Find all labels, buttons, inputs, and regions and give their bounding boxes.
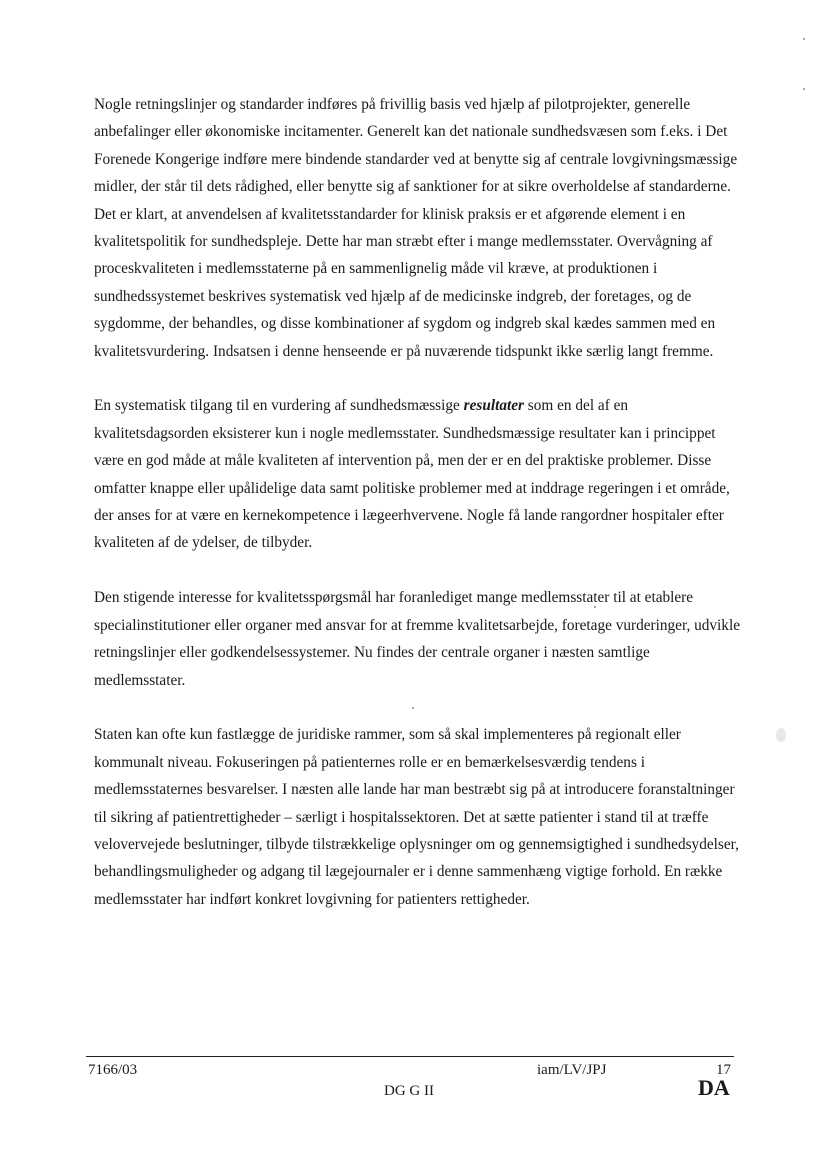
footer-initials: iam/LV/JPJ bbox=[537, 1062, 607, 1078]
footer-language-code: DA bbox=[698, 1075, 730, 1100]
footer-page-number: 17 bbox=[716, 1062, 731, 1078]
footer-reference: 7166/03 bbox=[88, 1062, 138, 1078]
paragraph-outcomes bbox=[94, 392, 744, 556]
paragraph-institutions: Den stigende interesse for kvalitetsspørgsmål har foranlediget mange medlemsstater til at etablere specialinstitutioner eller organer med ansvar for at fremme kvalitetsarbejde, foretage vurderinger, udvikle retningslinjer eller godkendelsessystemer. Nu findes der centrale organer i næsten samtlige medlemsstater. bbox=[94, 589, 740, 689]
body-text bbox=[94, 91, 744, 941]
scan-smudge bbox=[776, 728, 786, 742]
paragraph-outcomes-emphasis: resultater bbox=[463, 397, 524, 415]
scan-speck bbox=[412, 707, 414, 709]
paragraph-guidelines: Nogle retningslinjer og standarder indføres på frivillig basis ved hjælp af pilotprojekter, generelle anbefalinger eller økonomiske incitamenter. Generelt kan det nationale sundhedsvæsen som f.eks. i Det Forenede Kongerige indføre mere bindende standarder ved at benytte sig af centrale lovgivningsmæssige midler, der står til dets rådighed, eller benytte sig af sanktioner for at sikre overholdelse af standarderne. Det er klart, at anvendelsen af kvalitetsstandarder for klinisk praksis er et afgørende element i en kvalitetspolitik for sundhedspleje. Dette har man stræbt efter i mange medlemsstater. Overvågning af proceskvaliteten i medlemsstaterne på en sammenlignelig måde vil kræve, at produktionen i sundhedssystemet beskrives systematisk ved hjælp af de medicinske indgreb, der foretages, og de sygdomme, der behandles, og disse kombinationer af sygdom og indgreb skal kædes sammen med en kvalitetsvurdering. Indsatsen i denne henseende er på nuværende tidspunkt ikke særlig langt fremme. bbox=[94, 96, 738, 360]
paragraph-outcomes-start: En systematisk tilgang til en vurdering af sundhedsmæssige bbox=[94, 397, 464, 415]
scan-speck bbox=[803, 38, 805, 40]
footer-divider bbox=[86, 1056, 734, 1057]
scan-speck bbox=[594, 606, 596, 608]
paragraph-patient-rights: Staten kan ofte kun fastlægge de juridiske rammer, som så skal implementeres på regionalt eller kommunalt niveau. Fokuseringen på patienternes rolle er en bemærkelsesværdig tendens i medlemsstaternes besvarelser. I næsten alle lande har man bestræbt sig på at introducere foranstaltninger til sikring af patientrettigheder – særligt i hospitalssektoren. Det at sætte patienter i stand til at træffe velovervejede beslutninger, tilbyde tilstrækkelige oplysninger om og gennemsigtighed i sundhedsydelser, behandlingsmuligheder og adgang til lægejournaler er i denne sammenhæng vigtige forhold. En række medlemsstater har indført konkret lovgivning for patienters rettigheder. bbox=[94, 726, 739, 908]
scan-speck bbox=[803, 88, 805, 90]
footer-department: DG G II bbox=[384, 1083, 434, 1099]
paragraph-outcomes-end: som en del af en kvalitetsdagsorden eksisterer kun i nogle medlemsstater. Sundhedsmæssige resultater kan i princippet være en god måde at måle kvaliteten af intervention på, men der er en del praktiske problemer. Disse omfatter knappe eller upålidelige data samt politiske problemer med at inddrage regeringen i et område, der anses for at være en kernekompetence i lægeerhvervene. Nogle få lande rangordner hospitaler efter kvaliteten af de ydelser, de tilbyder. bbox=[94, 397, 730, 552]
